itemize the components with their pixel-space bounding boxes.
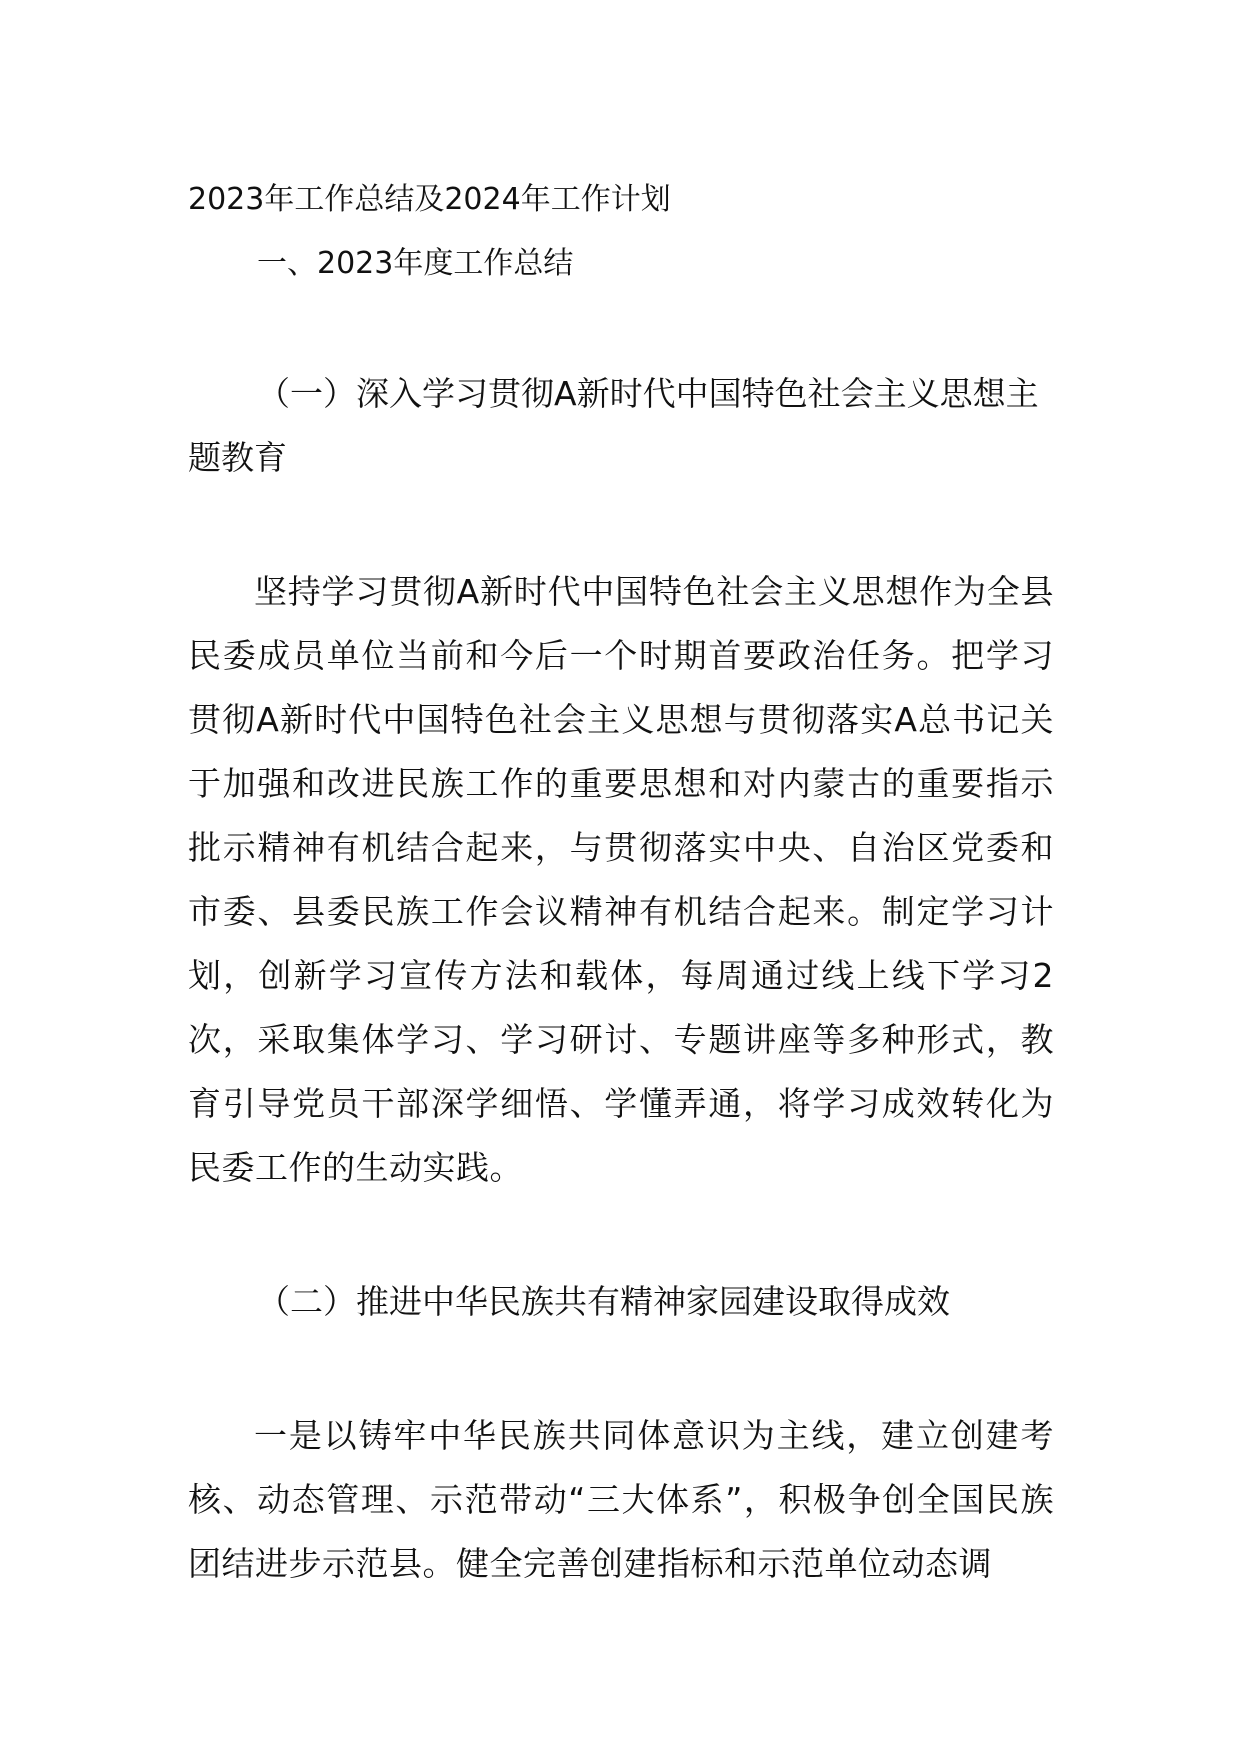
section-heading-1: （一）深入学习贯彻A新时代中国特色社会主义思想主题教育 [188, 374, 1039, 477]
section-heading-2: （二）推进中华民族共有精神家园建设取得成效 [257, 1282, 950, 1321]
section-paragraph-2: 一是以铸牢中华民族共同体意识为主线，建立创建考核、动态管理、示范带动“三大体系”，积极争创全国民族团结进步示范县。健全完善创建指标和示范单位动态调 [188, 1416, 1054, 1583]
section-paragraph-1: 坚持学习贯彻A新时代中国特色社会主义思想作为全县民委成员单位当前和今后一个时期首要政治任务。把学习贯彻A新时代中国特色社会主义思想与贯彻落实A总书记关于加强和改进民族工作的重要思想和对内蒙古的重要指示批示精神有机结合起来，与贯彻落实中央、自治区党委和市委、县委民族工作会议精神有机结合起来。制定学习计划，创新学习宣传方法和载体，每周通过线上线下学习2次，采取集体学习、学习研讨、专题讲座等多种形式，教育引导党员干部深学细悟、学懂弄通，将学习成效转化为民委工作的生动实践。 [188, 572, 1054, 1187]
part-one-heading: 一、2023年度工作总结 [257, 246, 574, 281]
spacer [188, 490, 1054, 560]
spacer [188, 1334, 1054, 1404]
document-body [188, 168, 1054, 1596]
document-title: 2023年工作总结及2024年工作计划 [188, 182, 671, 217]
spacer [188, 1200, 1054, 1270]
spacer [188, 296, 1054, 362]
